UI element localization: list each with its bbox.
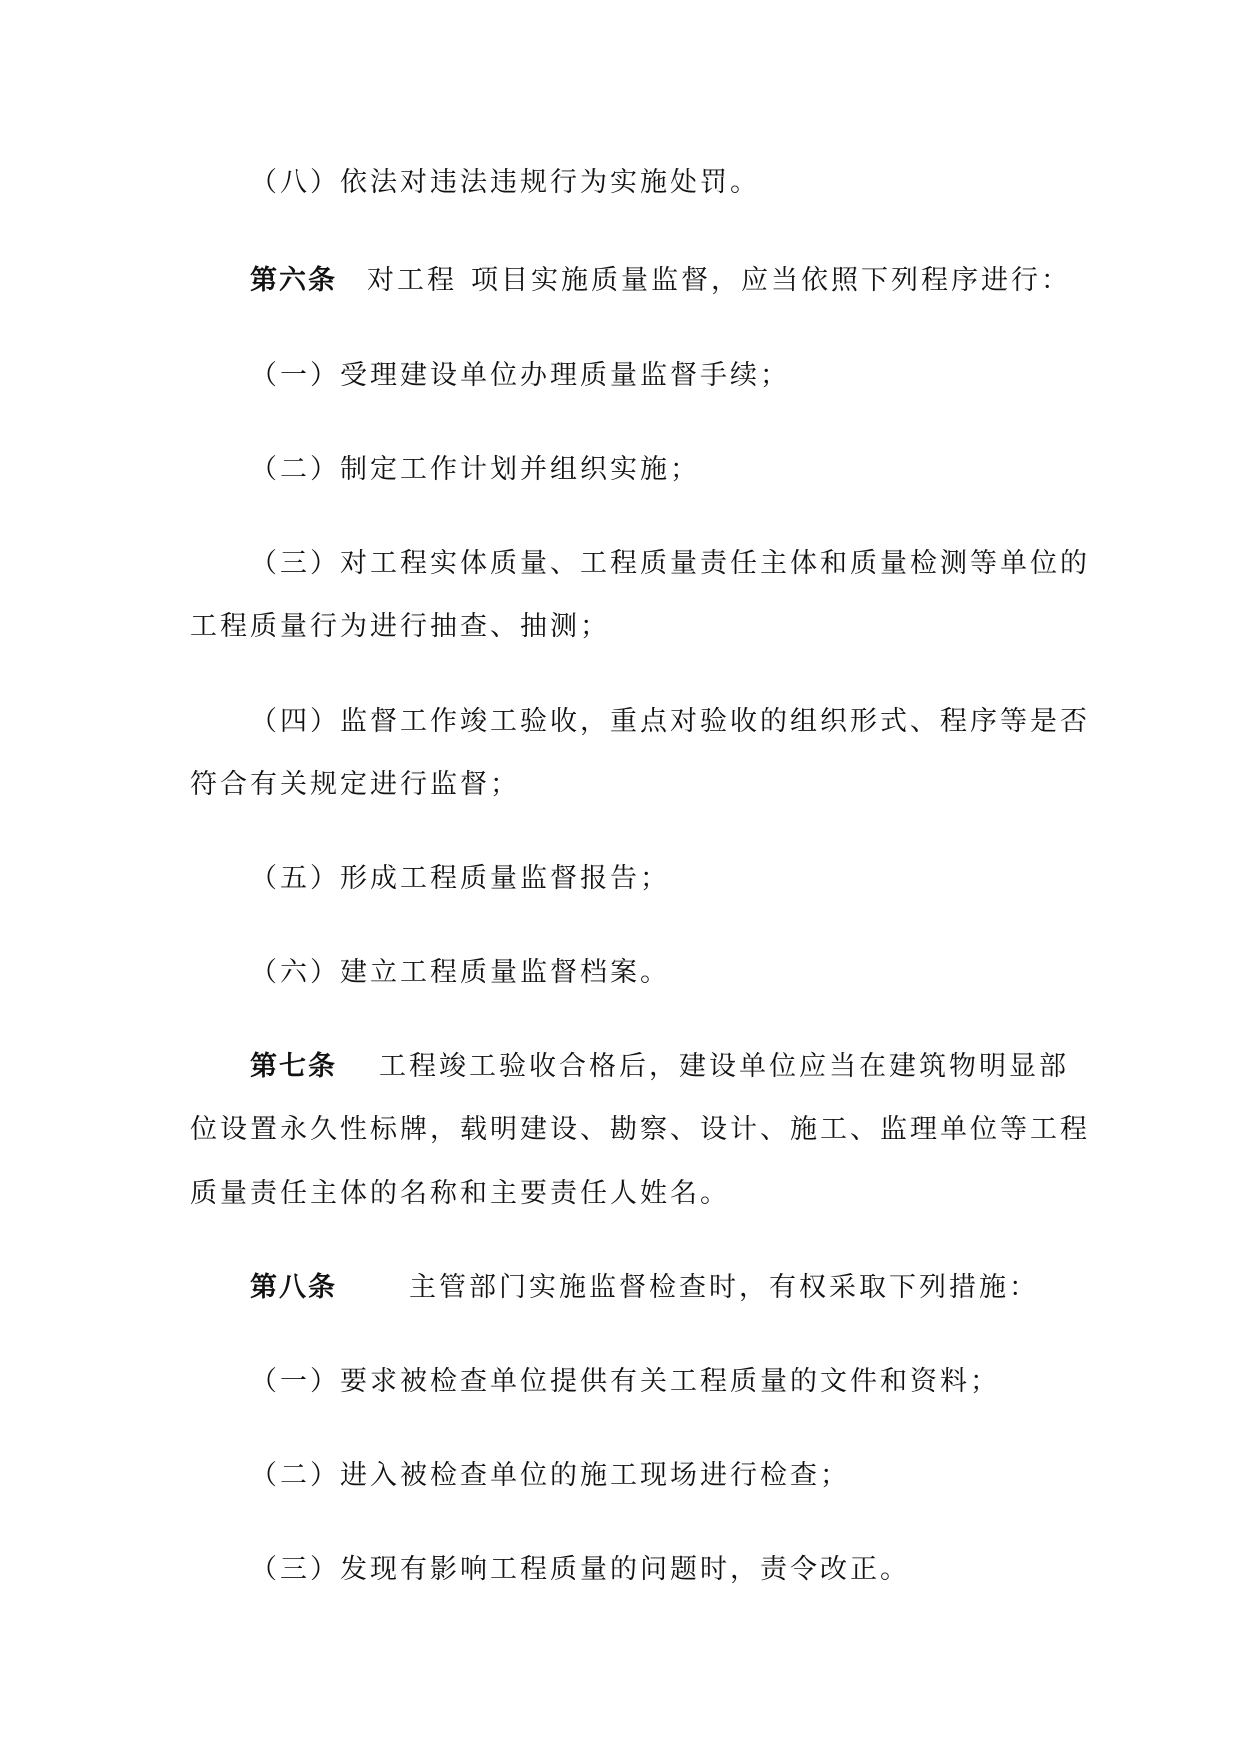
article-6-title: 第六条 <box>250 265 337 296</box>
article-6-paragraph <box>250 264 1071 304</box>
article-7-title: 第七条 <box>250 1051 337 1082</box>
article-8-paragraph <box>250 1271 1039 1311</box>
article-6-item-6: （六）建立工程质量监督档案。 <box>250 957 670 988</box>
article-6-item-4-line-2: 符合有关规定进行监督； <box>190 769 520 800</box>
article-6-text-a: 对工程 <box>367 265 457 296</box>
article-6-item-2: （二）制定工作计划并组织实施； <box>250 454 700 485</box>
article-8-item-3: （三）发现有影响工程质量的问题时，责令改正。 <box>250 1554 910 1585</box>
article-6-item-1: （一）受理建设单位办理质量监督手续； <box>250 360 790 391</box>
article-6-item-3-line-2: 工程质量行为进行抽查、抽测； <box>190 611 610 642</box>
article-7-line-2: 位设置永久性标牌，载明建设、勘察、设计、施工、监理单位等工程 <box>190 1114 1090 1145</box>
article-6-item-4-line-1: （四）监督工作竣工验收，重点对验收的组织形式、程序等是否 <box>250 706 1090 737</box>
clause-item-8: （八）依法对违法违规行为实施处罚。 <box>250 167 760 198</box>
article-6-item-5: （五）形成工程质量监督报告； <box>250 863 670 894</box>
article-6-item-3-line-1: （三）对工程实体质量、工程质量责任主体和质量检测等单位的 <box>250 548 1090 579</box>
article-7-line-1 <box>250 1050 1069 1090</box>
article-8-title: 第八条 <box>250 1272 337 1303</box>
article-8-item-2: （二）进入被检查单位的施工现场进行检查； <box>250 1460 850 1491</box>
article-7-text-1: 工程竣工验收合格后，建设单位应当在建筑物明显部 <box>379 1051 1069 1082</box>
article-8-text: 主管部门实施监督检查时，有权采取下列措施： <box>409 1272 1039 1303</box>
article-7-line-3: 质量责任主体的名称和主要责任人姓名。 <box>190 1178 730 1209</box>
article-6-text-b: 项目实施质量监督，应当依照下列程序进行： <box>471 265 1071 296</box>
article-8-item-1: （一）要求被检查单位提供有关工程质量的文件和资料； <box>250 1366 1000 1397</box>
